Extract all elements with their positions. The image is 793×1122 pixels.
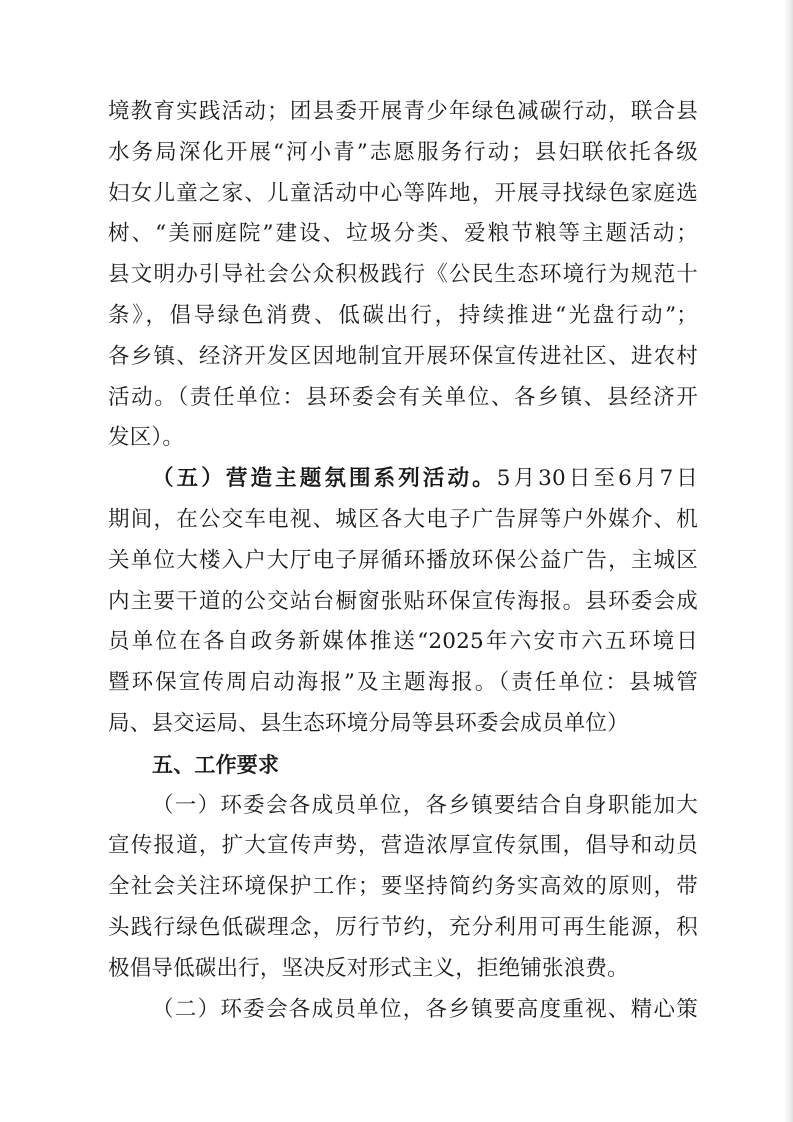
body-line: （二）环委会各成员单位，各乡镇要高度重视、精心策 [152,996,698,1022]
body-line: 宣传报道，扩大宣传声势，营造浓厚宣传氛围，倡导和动员 [108,833,698,859]
section-lead-title: （五）营造主题氛围系列活动。 [152,466,497,492]
body-line: 极倡导低碳出行，坚决反对形式主义，拒绝铺张浪费。 [108,955,629,981]
section-lead-line [108,459,698,500]
body-line: 条》，倡导绿色消费、低碳出行，持续推进“光盘行动”； [108,302,698,328]
body-line: 发区）。 [108,425,185,451]
body-line: （一）环委会各成员单位，各乡镇要结合自身职能加大 [152,792,698,818]
body-line: 暨环保宣传周启动海报”及主题海报。（责任单位：县城管 [108,670,698,696]
section-lead-text: 5月30日至6月7日 [496,466,698,492]
section-heading: 五、工作要求 [152,752,280,777]
body-line: 头践行绿色低碳理念，厉行节约，充分利用可再生能源，积 [108,914,698,940]
body-line: 妇女儿童之家、儿童活动中心等阵地，开展寻找绿色家庭选 [108,180,698,206]
body-line: 各乡镇、经济开发区因地制宜开展环保宣传进社区、进农村 [108,343,698,369]
body-line: 关单位大楼入户大厅电子屏循环播放环保公益广告，主城区 [108,547,698,573]
body-line: 树、“美丽庭院”建设、垃圾分类、爱粮节粮等主题活动； [108,221,698,247]
body-line: 县文明办引导社会公众积极践行《公民生态环境行为规范十 [108,262,698,288]
body-line: 全社会关注环境保护工作；要坚持简约务实高效的原则，带 [108,874,698,900]
body-line: 局、县交运局、县生态环境分局等县环委会成员单位） [108,710,629,736]
body-line: 内主要干道的公交站台橱窗张贴环保宣传海报。县环委会成 [108,588,698,614]
body-line: 期间，在公交车电视、城区各大电子广告屏等户外媒介、机 [108,506,698,532]
body-line: 水务局深化开展“河小青”志愿服务行动；县妇联依托各级 [108,139,698,165]
document-body [108,92,698,1030]
body-line: 境教育实践活动；团县委开展青少年绿色减碳行动，联合县 [108,99,698,124]
body-line: 员单位在各自政务新媒体推送“2025年六安市六五环境日 [108,629,698,655]
scan-shadow-edge [783,0,793,1122]
body-line: 活动。（责任单位：县环委会有关单位、各乡镇、县经济开 [108,384,698,410]
